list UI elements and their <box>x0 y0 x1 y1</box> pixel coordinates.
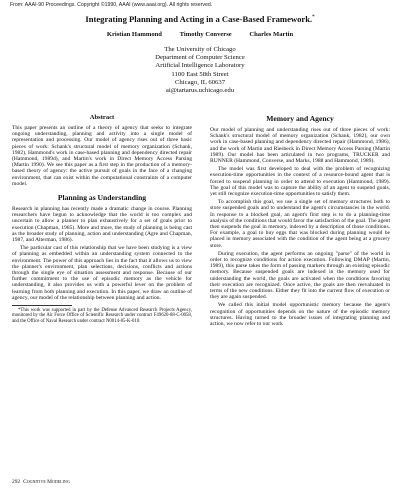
page-section-label: Cognitive Modeling <box>23 479 70 485</box>
body-paragraph: To accomplish this goal, we use a single set of memory structures both to store suspended goals and to understand the agent's circumstances in the world. In response to a blocked goal, an agent's first step is to do a planning-time analysis of the conditions that would favor the satisfaction of the goal. The agent then suspends the goal in memory, indexed by a description of those conditions. For example, a goal to buy eggs that was blocked during planning would be placed in memory associated with the condition of the agent being at a grocery store. <box>210 199 390 249</box>
author-name: Timothy Converse <box>179 31 232 38</box>
title-footnote-mark: * <box>312 15 315 21</box>
body-paragraph: Research in planning has recently made a dramatic change in course. Planning researchers have begun to acknowledge that the world is too complex and uncertain to allow a planner to plan exhaustively for a set of goals prior to execution (Chapman, 1985). More and more, the study of planning is being cast as the broader study of planning, action and understanding (Agre and Chapman, 1987, and Alterman, 1986). <box>12 206 192 244</box>
affiliation-email: ai@tartarus.uchicago.edu <box>165 87 235 95</box>
footnote: *This work was supported in part by the Defense Advanced Research Projects Agency, monitored by the Air Force Office of Scientific Research under contract F49620-88-C-0058, and the Office of Naval Research under contract N0014-85-K-010. <box>12 308 192 324</box>
abstract-text: This paper presents an outline of a theory of agency that seeks to integrate ongoing understanding, planning and activity into a single model of representation and processing. Our model of agency rises out of three basic pieces of work: Schank's structural model of memory organization (Schank, 1982), Hammond's work in case-based planning and dependency directed repair (Hammond, 1989d), and Martin's work in Direct Memory Access Parsing (Martin 1990). We see this paper as a first step in the production of a memory-based theory of agency: the active pursuit of goals in the face of a changing environment, that can exist within the computational constraints of a computer model. <box>12 125 192 187</box>
body-paragraph: We called this initial model opportunistic memory because the agent's recognition of opportunities depends on the nature of the episodic memory structures. Having turned to the broader issues of integrating planning and action, we now refer to our work <box>210 302 390 328</box>
affiliation-line: Artificial Intelligence Laboratory <box>155 62 245 70</box>
affiliation-line: Chicago, IL 60637 <box>174 78 226 86</box>
title-text: Integrating Planning and Acting in a Case-Based Framework. <box>85 14 313 24</box>
section-heading: Planning as Understanding <box>57 193 147 203</box>
body-paragraph: Our model of planning and understanding rises out of three pieces of work: Schank's structural model of memory organization (Schank, 1982), our own work in case-based planning and dependency directed repair (Hammond, 1986), and the work of Martin and Riesbeck in Direct Memory Access Parsing (Martin 1989). Our model has been articulated in two programs, TRUCKER and RUNNER (Hammond, Converse, and Marks, 1988 and Hammond, 1989). <box>210 127 390 165</box>
paper-title <box>0 14 400 24</box>
author-name: Charles Martin <box>249 31 294 38</box>
page-number: 292 <box>12 479 21 485</box>
left-column <box>12 114 192 324</box>
copyright-note: From: AAAI-90 Proceedings. Copyright ©1990, AAAI (www.aaai.org). All rights reserved. <box>10 2 213 8</box>
author-list <box>0 31 400 38</box>
affiliation-line: Department of Computer Science <box>155 54 245 62</box>
page-footer <box>12 479 70 485</box>
author-name: Kristian Hammond <box>106 31 162 38</box>
body-paragraph: The particular cast of this relationship that we have been studying is a view of planning as embedded within an understanding system connected to the environment. The power of this approach lies in the fact that it allows us to view the planner's environment, plan selections, decisions, conflicts and actions through the single eye of situation assessment and response. Because of our further commitment to the use of episodic memory as the vehicle for understanding, it also provides us with a powerful lever on the problem of learning from both planning and execution. In this paper, we draw an outline of agency, our model of the relationship between planning and action. <box>12 245 192 301</box>
right-column <box>210 114 390 329</box>
affiliation-line: 1100 East 58th Street <box>171 70 229 78</box>
footnote-rule <box>12 305 72 306</box>
affiliation-block <box>0 46 400 95</box>
body-paragraph: The model was first developed to deal with the problem of recognizing execution-time opportunities in the context of a resource-bound agent that is forced to suspend planning in order to attend to execution (Hammond, 1989). The goal of this model was to capture the ability of an agent to suspend goals, yet still recognize execution-time opportunities to satisfy them. <box>210 166 390 198</box>
affiliation-line: The University of Chicago <box>164 46 236 53</box>
abstract-heading: Abstract <box>89 114 115 121</box>
body-paragraph: During execution, the agent performs an ongoing "parse" of the world in order to recognize conditions for action execution. Following DMAP (Martin, 1989), this parse takes the form of passing markers through an existing episodic memory. Because suspended goals are indexed in the memory used for understanding the world, the goals are activated when the conditions favoring their execution are recognized. Once active, the goals are then reevaluated in terms of the new conditions. Either they fit into the current flow of execution or they are again suspended. <box>210 250 390 301</box>
section-heading: Memory and Agency <box>266 114 334 123</box>
